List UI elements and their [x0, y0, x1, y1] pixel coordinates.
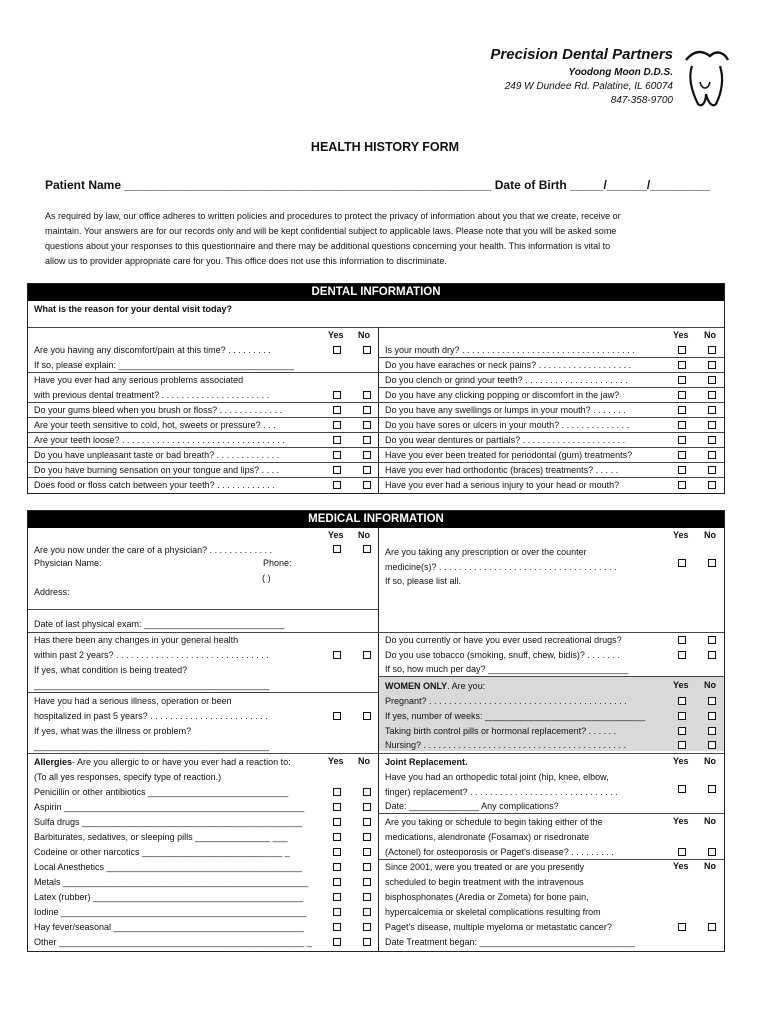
yes-checkbox[interactable]: [678, 436, 686, 444]
no-checkbox[interactable]: [708, 741, 716, 749]
yes-checkbox[interactable]: [333, 712, 341, 720]
no-checkbox[interactable]: [708, 361, 716, 369]
yes-checkbox[interactable]: [333, 346, 341, 354]
no-checkbox[interactable]: [708, 923, 716, 931]
dental-question: Is your mouth dry? . . . . . . . . . . . . . . . . . . . . . . . . . . . . . . . . . . .: [385, 345, 635, 355]
divider: [378, 859, 724, 860]
bisphosphonate-question: hypercalcemia or skeletal complications resulting from: [385, 907, 601, 917]
medical-question: Are you now under the care of a physician? . . . . . . . . . . . . .: [34, 545, 273, 555]
bisphosphonate-question: Paget's disease, multiple myeloma or metastatic cancer?: [385, 922, 612, 932]
yes-checkbox[interactable]: [333, 878, 341, 886]
yes-checkbox[interactable]: [678, 848, 686, 856]
no-checkbox[interactable]: [708, 466, 716, 474]
last-physical-field[interactable]: Date of last physical exam: ____________________________: [34, 619, 285, 629]
dental-question: Do you wear dentures or partials? . . . . . . . . . . . . . . . . . . . . .: [385, 435, 626, 445]
no-checkbox[interactable]: [363, 818, 371, 826]
dental-question: Do you have unpleasant taste or bad breath? . . . . . . . . . . . . .: [34, 450, 280, 460]
yes-checkbox[interactable]: [678, 406, 686, 414]
divider: [378, 357, 724, 358]
column-divider: [378, 528, 379, 951]
no-checkbox[interactable]: [708, 785, 716, 793]
no-checkbox[interactable]: [363, 391, 371, 399]
no-checkbox[interactable]: [363, 451, 371, 459]
women-question: Pregnant? . . . . . . . . . . . . . . . . . . . . . . . . . . . . . . . . . . . . . . . .: [385, 696, 627, 706]
divider: [378, 417, 724, 418]
medical-question: If yes, what condition is being treated?: [34, 665, 188, 675]
dental-question[interactable]: If so, please explain: ___________________________________: [34, 360, 294, 370]
medical-question: If so, please list all.: [385, 576, 462, 586]
allergies-instruction: (To all yes responses, specify type of reaction.): [34, 772, 222, 782]
no-header: No: [704, 816, 716, 826]
divider: [378, 402, 724, 403]
yes-checkbox[interactable]: [678, 376, 686, 384]
yes-checkbox[interactable]: [333, 938, 341, 946]
medical-section: [27, 510, 725, 952]
dental-question: with previous dental treatment? . . . . . . . . . . . . . . . . . . . . . .: [34, 390, 270, 400]
bisphosphonate-question: scheduled to begin treatment with the intravenous: [385, 877, 584, 887]
no-checkbox[interactable]: [708, 421, 716, 429]
no-checkbox[interactable]: [363, 481, 371, 489]
yes-checkbox[interactable]: [678, 636, 686, 644]
no-checkbox[interactable]: [708, 651, 716, 659]
dental-question: Do you clench or grind your teeth? . . . . . . . . . . . . . . . . . . . . .: [385, 375, 628, 385]
yes-header: Yes: [673, 816, 689, 826]
divider: [28, 372, 378, 373]
medical-question: Have you had a serious illness, operation or been: [34, 696, 232, 706]
dental-question: Have you ever had any serious problems associated: [34, 375, 244, 385]
joint-question: Have you had an orthopedic total joint (hip, knee, elbow,: [385, 772, 609, 782]
women-only-heading: [385, 680, 485, 692]
joint-date-field[interactable]: Date: ______________ Any complications?: [385, 801, 559, 811]
allergy-item[interactable]: Metals _________________________________________________: [34, 877, 309, 887]
privacy-notice-line: maintain. Your answers are for our records only and will be kept confidential subject to applicable laws. Please note that you will be asked some: [45, 226, 617, 236]
allergies-heading: Allergies: [34, 757, 73, 767]
yes-checkbox[interactable]: [678, 346, 686, 354]
practice-address: 249 W Dundee Rd. Palatine, IL 60074: [504, 81, 673, 92]
no-checkbox[interactable]: [708, 436, 716, 444]
yes-checkbox[interactable]: [333, 863, 341, 871]
yes-checkbox[interactable]: [678, 481, 686, 489]
yes-checkbox[interactable]: [333, 481, 341, 489]
divider: [378, 387, 724, 388]
allergy-item[interactable]: Iodine _________________________________________________: [34, 907, 307, 917]
phone-area-code[interactable]: ( ): [262, 573, 271, 583]
no-checkbox[interactable]: [363, 893, 371, 901]
divider: [28, 692, 378, 693]
divider: [378, 462, 724, 463]
divider: [28, 753, 378, 754]
no-checkbox[interactable]: [708, 346, 716, 354]
tobacco-amount-field[interactable]: If so, how much per day? ____________________________: [385, 664, 629, 674]
column-divider: [378, 327, 379, 493]
yes-checkbox[interactable]: [333, 406, 341, 414]
yes-checkbox[interactable]: [333, 466, 341, 474]
dental-question: Do you have any swellings or lumps in your mouth? . . . . . . .: [385, 405, 626, 415]
yes-checkbox[interactable]: [333, 908, 341, 916]
no-checkbox[interactable]: [363, 848, 371, 856]
no-checkbox[interactable]: [363, 908, 371, 916]
no-checkbox[interactable]: [708, 697, 716, 705]
yes-header: Yes: [673, 756, 689, 766]
allergy-item[interactable]: Other _________________________________________________ _: [34, 937, 312, 947]
allergy-item[interactable]: Barbiturates, sedatives, or sleeping pills _______________ ___: [34, 832, 288, 842]
no-checkbox[interactable]: [363, 833, 371, 841]
privacy-notice-line: questions about your responses to this questionnaire and there may be additional questions concerning your health. This information is vital to: [45, 241, 611, 251]
medical-section-title: MEDICAL INFORMATION: [28, 511, 724, 528]
allergies-question-text: - Are you allergic to or have you ever had a reaction to:: [72, 757, 291, 767]
medical-question: hospitalized in past 5 years? . . . . . . . . . . . . . . . . . . . . . . . .: [34, 711, 268, 721]
divider: [28, 402, 378, 403]
yes-checkbox[interactable]: [333, 833, 341, 841]
privacy-notice-line: allow us to provider appropriate care for you. This office does not use this information to discriminate.: [45, 256, 447, 266]
yes-checkbox[interactable]: [333, 436, 341, 444]
dental-question: Do you have burning sensation on your tongue and lips? . . . .: [34, 465, 280, 475]
yes-header: Yes: [328, 756, 344, 766]
no-checkbox[interactable]: [363, 923, 371, 931]
yes-checkbox[interactable]: [678, 391, 686, 399]
joint-question: finger) replacement? . . . . . . . . . . . . . . . . . . . . . . . . . . . . . .: [385, 787, 618, 797]
yes-checkbox[interactable]: [678, 361, 686, 369]
dental-question: Have you ever had a serious injury to your head or mouth?: [385, 480, 620, 490]
divider: [378, 432, 724, 433]
yes-checkbox[interactable]: [333, 818, 341, 826]
no-checkbox[interactable]: [363, 466, 371, 474]
divider: [28, 327, 724, 328]
dental-section: [27, 283, 725, 494]
no-checkbox[interactable]: [708, 559, 716, 567]
practice-phone: 847-358-9700: [610, 95, 673, 106]
dental-question: Does food or floss catch between your teeth? . . . . . . . . . . . .: [34, 480, 275, 490]
tooth-logo-icon: [682, 46, 730, 110]
condition-field[interactable]: _______________________________________________: [34, 680, 270, 690]
yes-checkbox[interactable]: [678, 421, 686, 429]
no-checkbox[interactable]: [708, 391, 716, 399]
medical-question: within past 2 years? . . . . . . . . . . . . . . . . . . . . . . . . . . . . . . .: [34, 650, 269, 660]
yes-header: Yes: [673, 680, 689, 690]
no-header: No: [358, 756, 370, 766]
bisphosphonate-question: Since 2001, were you treated or are you presently: [385, 862, 585, 872]
no-checkbox[interactable]: [708, 848, 716, 856]
medical-question: If yes, what was the illness or problem?: [34, 726, 192, 736]
yes-checkbox[interactable]: [333, 803, 341, 811]
privacy-notice-line: As required by law, our office adheres to written policies and procedures to protect the privacy of information about you that we create, receive or: [45, 211, 621, 221]
fosamax-question: medications, alendronate (Fosamax) or risedronate: [385, 832, 590, 842]
divider: [378, 447, 724, 448]
medical-question: Do you currently or have you ever used recreational drugs?: [385, 635, 622, 645]
physician-name-field[interactable]: Physician Name:: [34, 558, 102, 568]
medical-question: medicine(s)? . . . . . . . . . . . . . . . . . . . . . . . . . . . . . . . . . . . .: [385, 562, 617, 572]
yes-checkbox[interactable]: [333, 893, 341, 901]
no-checkbox[interactable]: [363, 712, 371, 720]
no-checkbox[interactable]: [708, 636, 716, 644]
dental-question: Have you ever been treated for periodontal (gum) treatments?: [385, 450, 633, 460]
yes-checkbox[interactable]: [678, 785, 686, 793]
allergy-item[interactable]: Codeine or other narcotics ____________________________ _: [34, 847, 290, 857]
dental-question: Are your teeth loose? . . . . . . . . . . . . . . . . . . . . . . . . . . . . . . . . .: [34, 435, 285, 445]
yes-checkbox[interactable]: [333, 651, 341, 659]
divider: [378, 477, 724, 478]
medical-question: Are you taking any prescription or over the counter: [385, 547, 587, 557]
yes-checkbox[interactable]: [333, 451, 341, 459]
yes-header: Yes: [673, 530, 689, 540]
patient-name-dob-line[interactable]: Patient Name _______________________________________________________ Date of Birth _____/______/_________: [45, 178, 711, 192]
no-header: No: [358, 530, 370, 540]
yes-checkbox[interactable]: [678, 466, 686, 474]
dental-question: Are your teeth sensitive to cold, hot, sweets or pressure? . . .: [34, 420, 276, 430]
practice-name: Precision Dental Partners: [490, 46, 673, 63]
allergy-item[interactable]: Latex (rubber) __________________________________________: [34, 892, 304, 902]
yes-checkbox[interactable]: [678, 712, 686, 720]
no-checkbox[interactable]: [363, 421, 371, 429]
no-checkbox[interactable]: [363, 863, 371, 871]
physician-address-field[interactable]: Address:: [34, 587, 70, 597]
divider: [28, 432, 378, 433]
no-checkbox[interactable]: [363, 651, 371, 659]
yes-checkbox[interactable]: [678, 727, 686, 735]
yes-checkbox[interactable]: [333, 545, 341, 553]
fosamax-question: Are you taking or schedule to begin taking either of the: [385, 817, 603, 827]
no-checkbox[interactable]: [708, 712, 716, 720]
divider: [28, 447, 378, 448]
yes-header: Yes: [328, 330, 344, 340]
no-header: No: [704, 756, 716, 766]
reason-question: What is the reason for your dental visit today?: [34, 304, 233, 314]
yes-header: Yes: [328, 530, 344, 540]
illness-field[interactable]: _______________________________________________: [34, 741, 270, 751]
no-checkbox[interactable]: [708, 727, 716, 735]
medical-question: Has there been any changes in your general health: [34, 635, 239, 645]
allergy-item[interactable]: Sulfa drugs ____________________________________________: [34, 817, 303, 827]
yes-checkbox[interactable]: [678, 451, 686, 459]
allergy-item[interactable]: Hay fever/seasonal ______________________________________: [34, 922, 304, 932]
allergy-item[interactable]: Local Anesthetics _______________________________________: [34, 862, 302, 872]
allergy-item[interactable]: Penicillin or other antibiotics ____________________________: [34, 787, 289, 797]
joint-replacement-heading: Joint Replacement.: [385, 757, 468, 767]
dental-question: Are you having any discomfort/pain at this time? . . . . . . . . .: [34, 345, 271, 355]
no-checkbox[interactable]: [363, 938, 371, 946]
divider: [378, 676, 724, 677]
dental-question: Do you have any clicking popping or discomfort in the jaw?: [385, 390, 620, 400]
treatment-date-field[interactable]: Date Treatment began: _______________________________: [385, 937, 635, 947]
no-header: No: [704, 861, 716, 871]
form-title: HEALTH HISTORY FORM: [310, 140, 460, 154]
divider: [28, 462, 378, 463]
no-header: No: [358, 330, 370, 340]
yes-checkbox[interactable]: [333, 923, 341, 931]
no-checkbox[interactable]: [363, 406, 371, 414]
divider: [378, 813, 724, 814]
fosamax-question: (Actonel) for osteoporosis or Paget's disease? . . . . . . . . .: [385, 847, 614, 857]
allergy-item[interactable]: Aspirin ________________________________________________: [34, 802, 305, 812]
medical-question: Do you use tobacco (smoking, snuff, chew, bidis)? . . . . . . .: [385, 650, 620, 660]
no-checkbox[interactable]: [708, 376, 716, 384]
women-only-suffix: . Are you:: [447, 681, 486, 691]
women-only-label: WOMEN ONLY: [385, 681, 448, 691]
physician-phone-field[interactable]: Phone:: [263, 558, 292, 568]
bisphosphonate-question: bisphosphonates (Aredia or Zometa) for bone pain,: [385, 892, 589, 902]
yes-checkbox[interactable]: [678, 741, 686, 749]
divider: [28, 609, 378, 610]
dental-question: Have you ever had orthodontic (braces) treatments? . . . . .: [385, 465, 619, 475]
yes-checkbox[interactable]: [678, 559, 686, 567]
yes-checkbox[interactable]: [333, 788, 341, 796]
no-checkbox[interactable]: [363, 803, 371, 811]
yes-checkbox[interactable]: [678, 923, 686, 931]
no-checkbox[interactable]: [363, 545, 371, 553]
no-checkbox[interactable]: [708, 406, 716, 414]
no-checkbox[interactable]: [363, 436, 371, 444]
yes-checkbox[interactable]: [333, 391, 341, 399]
dental-question: Do your gums bleed when you brush or floss? . . . . . . . . . . . . .: [34, 405, 283, 415]
divider: [28, 477, 378, 478]
divider: [28, 632, 378, 633]
no-header: No: [704, 330, 716, 340]
divider: [28, 417, 378, 418]
yes-header: Yes: [673, 330, 689, 340]
no-header: No: [704, 530, 716, 540]
divider: [378, 632, 724, 633]
yes-header: Yes: [673, 861, 689, 871]
no-checkbox[interactable]: [363, 788, 371, 796]
dental-section-title: DENTAL INFORMATION: [28, 284, 724, 301]
divider: [378, 753, 724, 754]
weeks-field[interactable]: If yes, number of weeks: ________________________________: [385, 711, 646, 721]
yes-checkbox[interactable]: [333, 421, 341, 429]
no-header: No: [704, 680, 716, 690]
yes-checkbox[interactable]: [333, 848, 341, 856]
allergies-question: [34, 756, 291, 768]
divider: [378, 372, 724, 373]
women-question: Nursing? . . . . . . . . . . . . . . . . . . . . . . . . . . . . . . . . . . . . . . . . .: [385, 740, 627, 750]
no-checkbox[interactable]: [363, 346, 371, 354]
dental-question: Do you have sores or ulcers in your mouth? . . . . . . . . . . . . . .: [385, 420, 630, 430]
no-checkbox[interactable]: [708, 481, 716, 489]
privacy-notice: [45, 209, 730, 269]
dental-question: Do you have earaches or neck pains? . . . . . . . . . . . . . . . . . . .: [385, 360, 632, 370]
yes-checkbox[interactable]: [678, 697, 686, 705]
women-question: Taking birth control pills or hormonal replacement? . . . . . .: [385, 726, 617, 736]
no-checkbox[interactable]: [708, 451, 716, 459]
yes-checkbox[interactable]: [678, 651, 686, 659]
doctor-name: Yoodong Moon D.D.S.: [568, 67, 673, 78]
no-checkbox[interactable]: [363, 878, 371, 886]
